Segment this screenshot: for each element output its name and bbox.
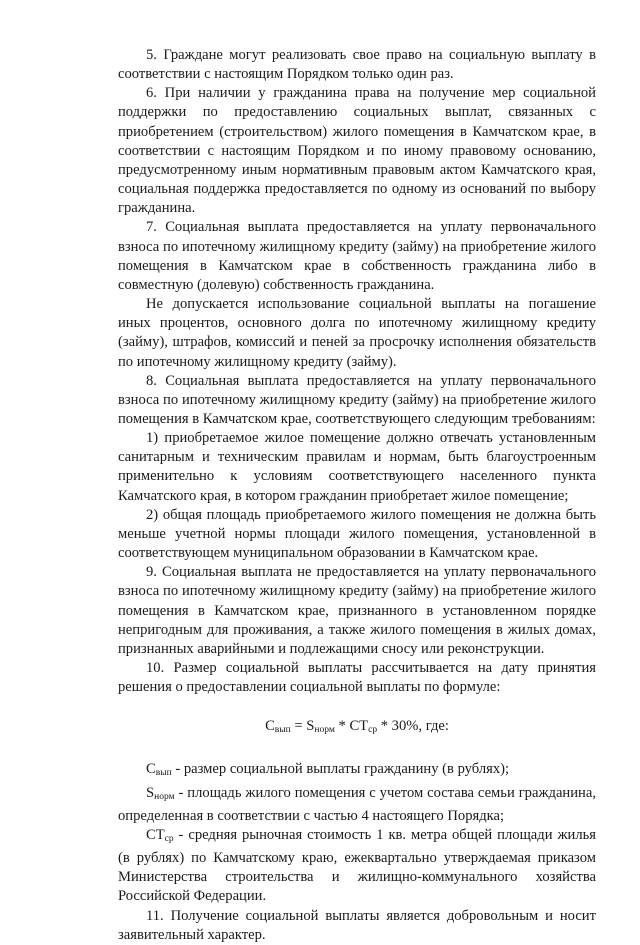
formula-c: С — [265, 718, 275, 735]
paragraph-8: 8. Социальная выплата предоставляется на уплату первоначального взноса по ипотечному жилищному кредиту (займу) на приобретение жилого помещения в Камчатском крае, соответствующего следующим требованиям: — [118, 372, 596, 427]
definition-c-vyp — [118, 760, 596, 783]
definition-text: - площадь жилого помещения с учетом состава семьи гражданина, определенная в соответствии с частью 4 настоящего Порядка; — [118, 784, 596, 824]
paragraph-6: 6. При наличии у гражданина права на получение мер социальной поддержки по предоставлению социальных выплат, связанных с приобретением (строительством) жилого помещения в Камчатском крае, в соответствии с настоящим Порядком и по иному правовому основанию, предусмотренному иным нормативным правовым актом Камчатского края, социальная поддержка предоставляется по одному из оснований по выбору гражданина. — [118, 85, 596, 217]
paragraph-10: 10. Размер социальной выплаты рассчитывается на дату принятия решения о предоставлении социальной выплаты по формуле: — [118, 660, 596, 696]
formula-s: S — [306, 718, 315, 735]
definition-text: - размер социальной выплаты гражданину (в рублях); — [171, 761, 510, 778]
formula-s-sub: норм — [314, 725, 335, 736]
definition-symbol-sub: вып — [155, 768, 172, 779]
document-body — [118, 46, 596, 945]
formula-eq: = — [290, 718, 307, 735]
definition-symbol-sub: норм — [154, 791, 175, 802]
formula-ct-sub: ср — [368, 725, 378, 736]
definition-symbol-main: СТ — [146, 826, 165, 843]
paragraph-9: 9. Социальная выплата не предоставляется на уплату первоначального взноса по ипотечному жилищному кредиту (займу) на приобретение жилого помещения в Камчатском крае, признанного в установленном порядке непригодным для проживания, а также жилого помещения в жилых домах, признанных аварийными и подлежащими сносу или реконструкции. — [118, 564, 596, 657]
paragraph-7: 7. Социальная выплата предоставляется на уплату первоначального взноса по ипотечному жилищному кредиту (займу) на приобретение жилого помещения в Камчатском крае в собственность гражданина либо в совместную (долевую) собственность гражданина. — [118, 219, 596, 293]
definition-text: - средняя рыночная стоимость 1 кв. метра общей площади жилья (в рублях) по Камчатскому краю, ежеквартально утверждаемая приказом Министерства строительства и жилищно-коммунального хозяйства Российской Федерации. — [118, 826, 596, 905]
paragraph-5: 5. Граждане могут реализовать свое право на социальную выплату в соответствии с настоящим Порядком только один раз. — [118, 47, 596, 83]
formula-ct: СТ — [349, 718, 369, 735]
formula-c-sub: вып — [274, 725, 291, 736]
formula-tail: * 30%, где: — [377, 718, 449, 735]
paragraph-8-item-2: 2) общая площадь приобретаемого жилого помещения не должна быть меньше учетной нормы площади жилого помещения, установленной в соответствующем муниципальном образовании в Камчатском крае. — [118, 506, 596, 562]
definition-symbol — [146, 785, 175, 801]
paragraph-7-note: Не допускается использование социальной выплаты на погашение иных процентов, основного долга по ипотечному жилищному кредиту (займу), штрафов, комиссий и пеней за просрочку исполнения обязательств по ипотечному жилищному кредиту (займу). — [118, 296, 596, 370]
definition-ct-sr — [118, 826, 596, 907]
definition-symbol-main: С — [146, 761, 156, 778]
definition-s-norm — [118, 784, 596, 826]
definition-symbol — [146, 761, 172, 777]
payment-formula — [118, 717, 596, 740]
definition-symbol-main: S — [146, 784, 155, 801]
definition-symbol-sub: ср — [164, 833, 174, 844]
formula-mul: * — [334, 718, 350, 735]
paragraph-8-item-1: 1) приобретаемое жилое помещение должно отвечать установленным санитарным и техническим правилам и нормам, быть благоустроенным применительно к условиям соответствующего населенного пункта Камчатского края, в котором гражданин приобретает жилое помещение; — [118, 430, 596, 504]
paragraph-11: 11. Получение социальной выплаты является добровольным и носит заявительный характер. — [118, 907, 596, 943]
definition-symbol — [146, 827, 174, 843]
